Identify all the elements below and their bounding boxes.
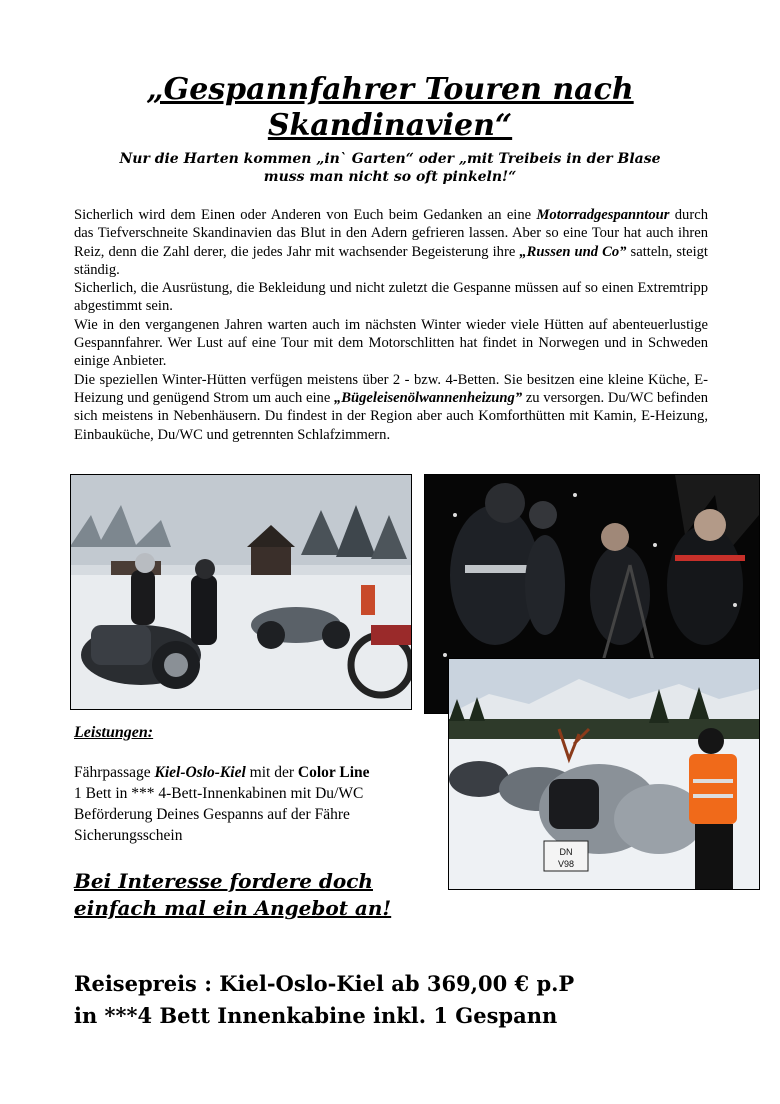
price-info xyxy=(74,968,714,1032)
price-line-1: Reisepreis : Kiel-Oslo-Kiel ab 369,00 € p.P xyxy=(74,971,575,996)
snow-scene-image xyxy=(71,475,411,709)
leistungen-heading: Leistungen: xyxy=(74,724,154,741)
leistung-text: Fährpassage xyxy=(74,764,155,781)
svg-text:V98: V98 xyxy=(557,859,575,869)
p4-emphasis: „Bügeleisenölwannenheizung” xyxy=(333,389,523,406)
title-line-2: Skandinavien“ xyxy=(267,108,513,143)
photo-snow-sidecars xyxy=(70,474,412,710)
page-title xyxy=(0,72,780,144)
p4-text-a: Die speziellen Winter-Hütten verfügen meistens über 2 - bzw. 4-Betten. Sie besitzen eine kleine Küche, E-Heizung und genügend Strom um auch eine xyxy=(74,371,708,406)
p1-emphasis-tour: Motorradgespanntour xyxy=(536,207,670,223)
leistung-befoerderung: Beförderung Deines Gespanns auf der Fähre xyxy=(74,806,350,823)
cta-line-2: einfach mal ein Angebot an! xyxy=(74,896,392,920)
p4-text-b: zu versorgen. Du/WC befinden sich meistens in Nebenhäusern. Du findest in der Region aber auch Komforthütten mit Kamin, E-Heizung, Einbauküche, Du/WC und getrennten Schlafzimmern. xyxy=(74,389,708,443)
paragraph-4 xyxy=(74,371,708,444)
photo-mountain-sidecar xyxy=(448,658,760,890)
p1-text-b: durch das Tiefverschneite Skandinavien das Blut in den Adern gefrieren lassen. Aber so eine Tour hat auch ihren Reiz, denn die Zahl derer, die jedes Jahr mit wachsender Begeisterung ihre xyxy=(74,207,708,260)
leistungen-list xyxy=(74,762,454,846)
call-to-action xyxy=(74,868,434,922)
intro-text xyxy=(74,206,708,444)
subtitle-line-2: muss man nicht so oft pinkeln!“ xyxy=(263,169,517,185)
ferry-line-name: Color Line xyxy=(297,764,370,781)
p1-emphasis-russen: „Russen und Co” xyxy=(519,243,627,260)
license-plate: DN xyxy=(559,847,573,857)
mountain-scene-image xyxy=(449,659,759,889)
leistung-bett: 1 Bett in *** 4-Bett-Innenkabinen mit Du/WC xyxy=(74,785,364,802)
paragraph-2: Sicherlich, die Ausrüstung, die Bekleidung und nicht zuletzt die Gespanne müssen auf so einen Extremtripp abgestimmt sein. xyxy=(74,280,708,315)
paragraph-3: Wie in den vergangenen Jahren warten auch im nächsten Winter wieder viele Hütten auf abenteuerlustige Gespannfahrer. Wer Lust auf eine Tour mit dem Motorschlitten hat findet in Norwegen und in Schweden einige Anbieter. xyxy=(74,316,708,370)
p1-text-c: satteln, steigt ständig. xyxy=(74,243,708,278)
p1-text-a: Sicherlich wird dem Einen oder Anderen von Euch beim Gedanken an eine xyxy=(74,207,537,223)
cta-line-1: Bei Interesse fordere doch xyxy=(74,869,373,893)
price-line-2: in ***4 Bett Innenkabine inkl. 1 Gespann xyxy=(74,1003,558,1028)
leistung-text: mit der xyxy=(245,764,298,781)
title-line-1: „Gespannfahrer Touren nach xyxy=(146,72,634,107)
paragraph-1 xyxy=(74,206,708,279)
subtitle-line-1: Nur die Harten kommen „in` Garten“ oder „mit Treibeis in der Blase xyxy=(119,151,661,167)
route-name: Kiel-Oslo-Kiel xyxy=(154,764,246,781)
leistung-faehrpassage xyxy=(74,762,454,783)
leistung-sicherungsschein: Sicherungsschein xyxy=(74,827,183,844)
page-subtitle xyxy=(0,150,780,186)
